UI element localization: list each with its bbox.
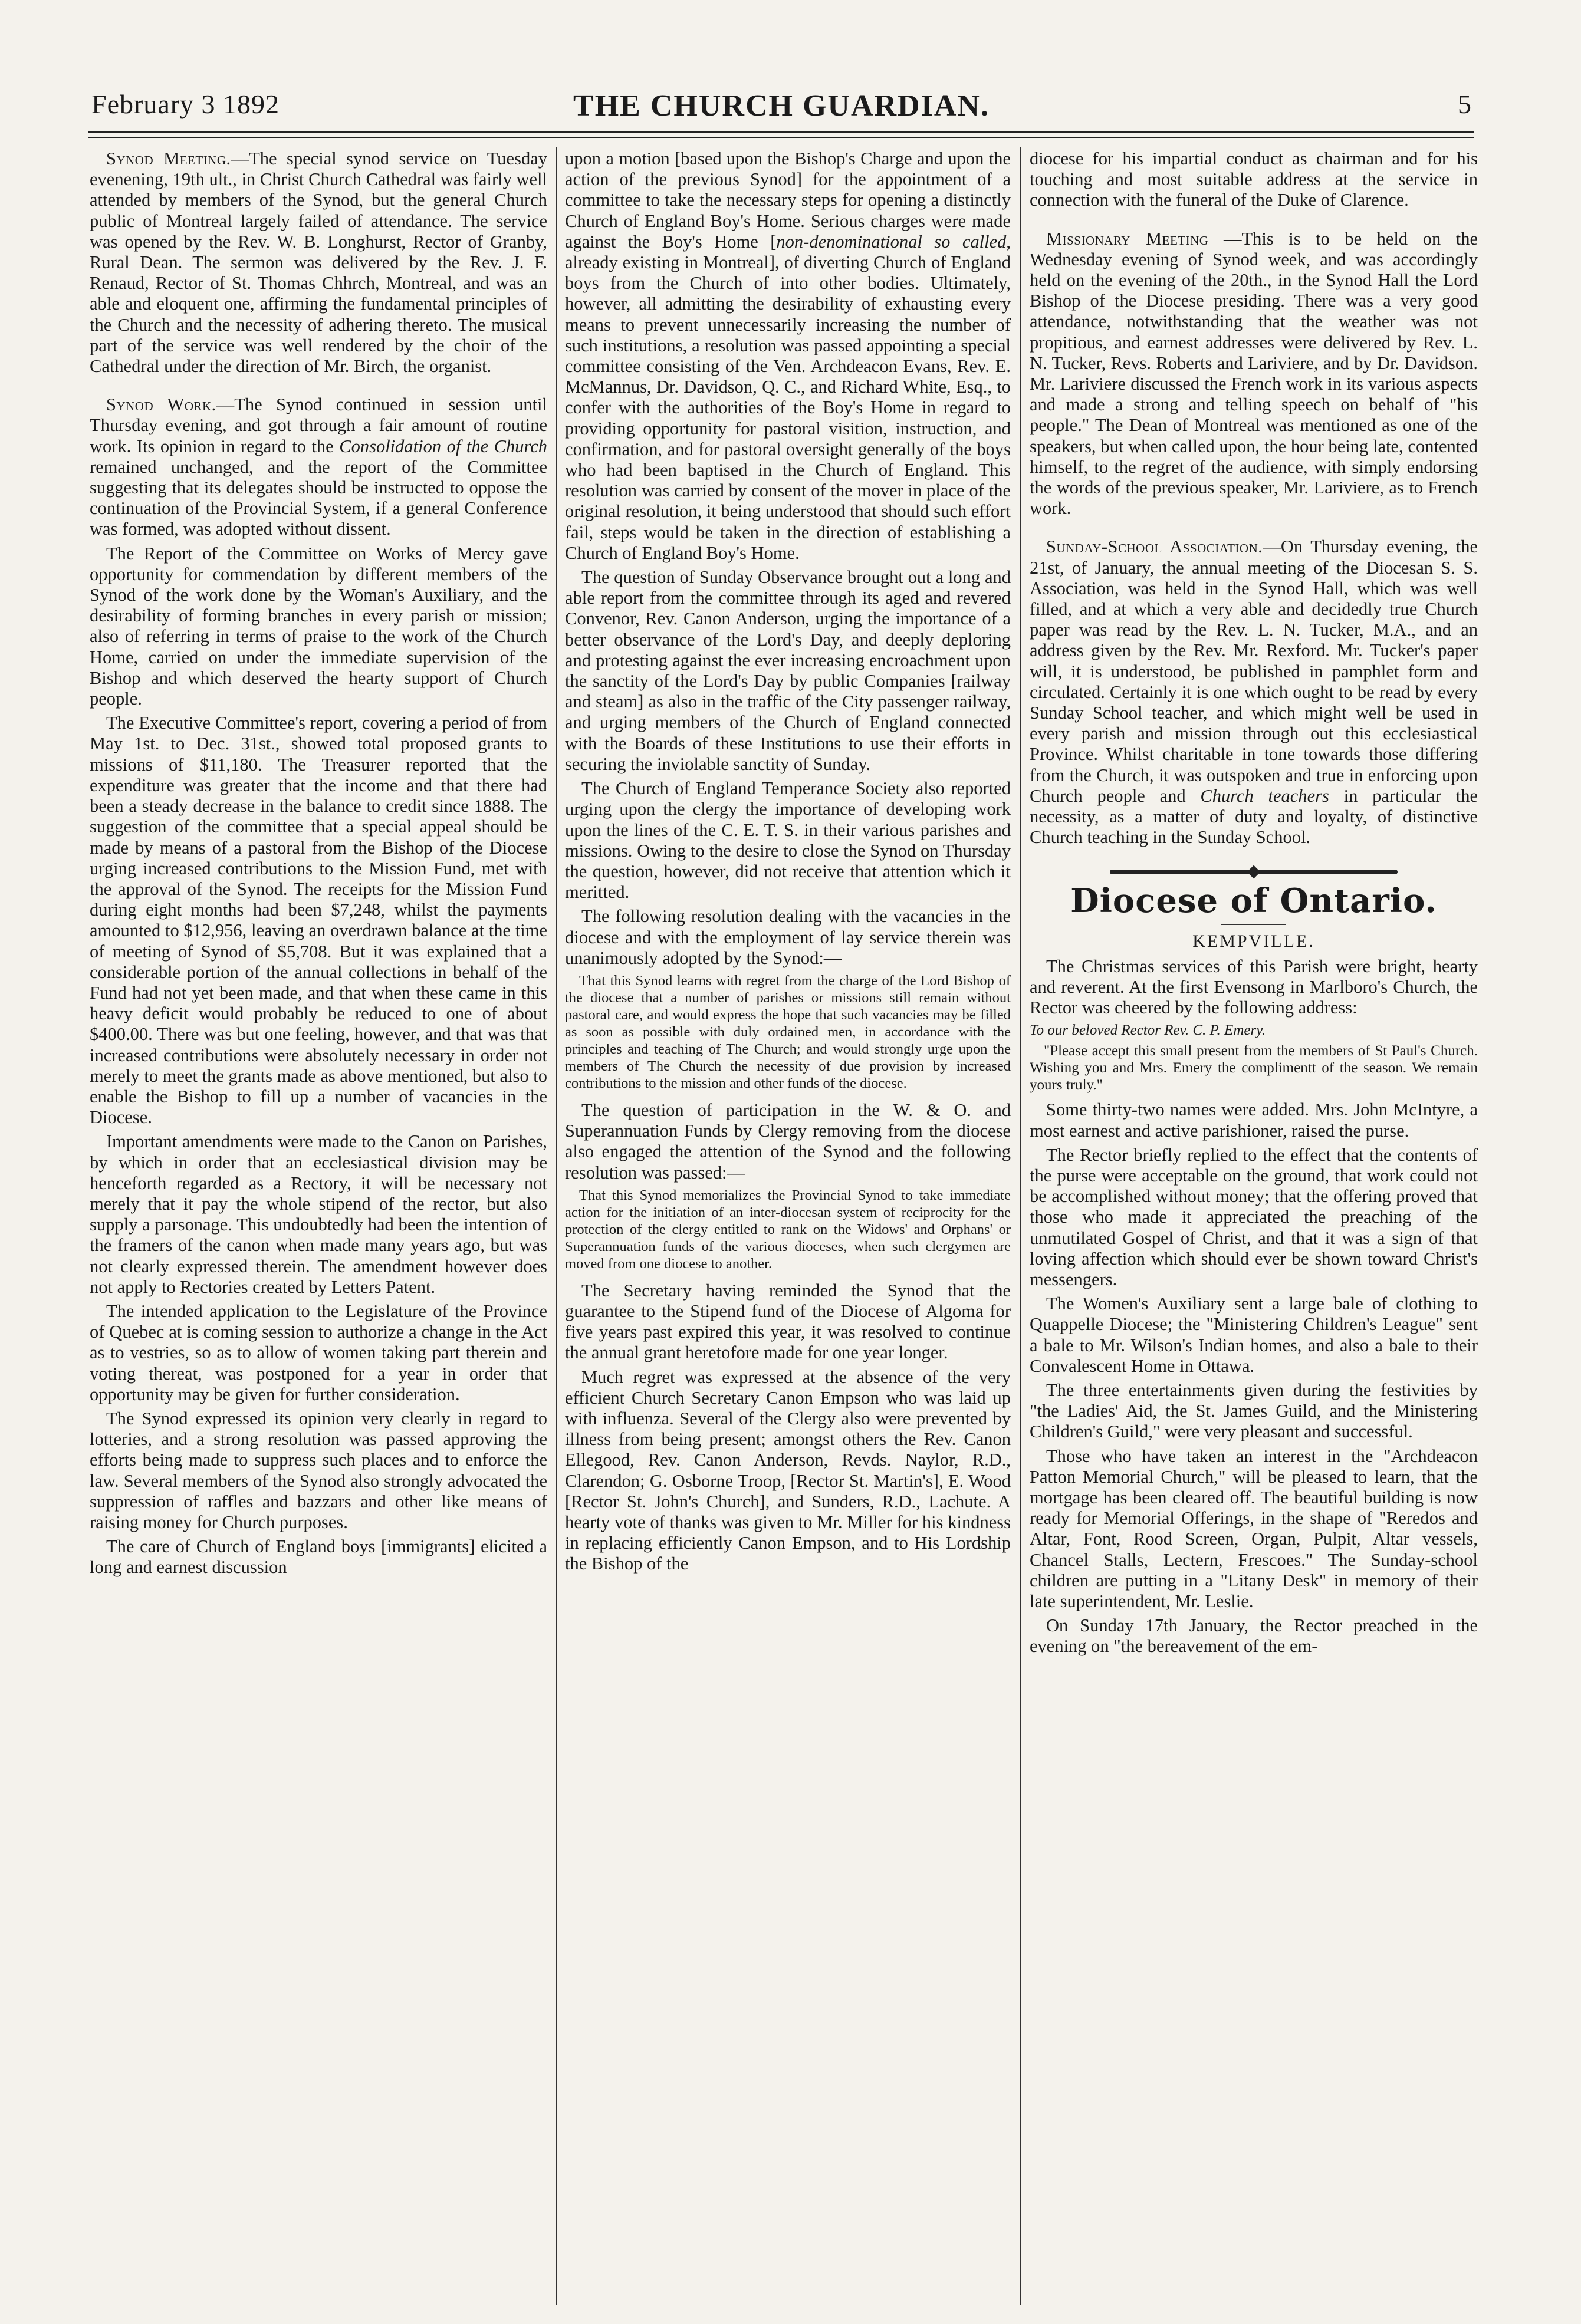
paragraph: The question of participation in the W. & O. and Superannuation Funds by Clergy removing from the diocese also engaged the attention of the Synod and the following resolution was passed:—	[565, 1100, 1011, 1183]
section-lead: Synod Meeting.	[106, 149, 231, 169]
paragraph: The Executive Committee's report, covering a period of from May 1st. to Dec. 31st., showed total proposed grants to missions of $11,180. The Treasurer reported that the expenditure was greater that the income and that there had been a steady decrease in the balance to credit since 1888. The suggestion of the committee that a special appeal should be made by means of a pastoral from the Bishop of the Diocese urging increased contributions to the Mission Fund, met with the approval of the Synod. The receipts for the Mission Fund during eight months had been $7,248, whilst the payments amounted to $12,956, leaving an overdrawn balance at the time of meeting of Synod of $5,708. But it was explained that a considerable portion of the annual collections in behalf of the Fund had not yet been made, and that when these came in this heavy deficit would probably be reduced to one of about $400.00. There was but one feeling, however, and that was that increased contributions were absolutely necessary in order not merely to meet the grants made as above mentioned, but also to enable the Bishop to fill up a number of vacancies in the Diocese.	[90, 713, 547, 1128]
section-lead: Missionary Meeting	[1046, 228, 1209, 249]
section-ornament	[1030, 860, 1478, 873]
italic-text: non-denominational so called	[776, 231, 1007, 252]
paragraph: Much regret was expressed at the absence of the very efficient Church Secretary Canon Empson who was laid up with influenza. Several of the Clergy also were prevented by illness from being present; amongst others the Rev. Canon Ellegood, Rev. Canon Anderson, Revds. Naylor, R.D., Clarendon; G. Osborne Troop, [Rector St. Martin's], E. Wood [Rector St. John's Church], and Sunders, R.D., Lachute. A hearty vote of thanks was given to Mr. Miller for his kindness in replacing efficiently Canon Empson, and to His Lordship the Bishop of the	[565, 1367, 1011, 1574]
masthead-title: THE CHURCH GUARDIAN.	[573, 89, 990, 123]
place-heading: KEMPVILLE.	[1192, 931, 1315, 951]
issue-date: February 3 1892	[91, 89, 280, 119]
column-2	[565, 149, 1011, 2300]
paragraph: Those who have taken an interest in the "Archdeacon Patton Memorial Church," will be pleased to learn, that the mortgage has been cleared off. The beautiful building is now ready for Memorial Offerings, in the shape of "Reredos and Altar, Font, Rood Screen, Organ, Pulpit, Altar vessels, Chancel Stalls, Lectern, Frescoes." The Sunday-school children are putting in a "Litany Desk" in memory of their late superintendent, Mr. Leslie.	[1030, 1446, 1478, 1611]
paragraph	[565, 149, 1011, 564]
paragraph: The following resolution dealing with the vacancies in the diocese and with the employment of lay service therein was unanimously adopted by the Synod:—	[565, 906, 1011, 968]
header-rule-thick	[88, 131, 1474, 133]
paragraph: The question of Sunday Observance brought out a long and able report from the committee through its aged and revered Convenor, Rev. Canon Anderson, urging the importance of a better observance of the Lord's Day, and deeply deploring and protesting against the ever increasing encroachment upon the sanctity of the Lord's Day by public Companies [railway and steam] as also in the traffic of the City passenger railway, and urging members of the Church of England connected with the Boards of these Institutions to use their efforts in securing the inviolable sanctity of Sunday.	[565, 567, 1011, 774]
divider	[1221, 924, 1286, 925]
address-salutation: To our beloved Rector Rev. C. P. Emery.	[1030, 1022, 1266, 1039]
paragraph	[1030, 536, 1478, 848]
paragraph-text: —This is to be held on the Wednesday evening of Synod week, and was accordingly held on the evening of the 20th., in the Synod Hall the Lord Bishop of the Diocese presiding. There was a very good attendance, notwithstanding that the weather was not propitious, and earnest addresses were delivered by Rev. L. N. Tucker, Revs. Roberts and Lariviere, and by Dr. Davidson. Mr. Lariviere discussed the French work in its various aspects and made a strong and telling speech on behalf of "his people." The Dean of Montreal was mentioned as one of the speakers, but when called upon, the hour being late, contented himself, to the regret of the audience, with simply endorsing the words of the previous speaker, Mr. Lariviere, as to French work.	[1030, 228, 1478, 519]
paragraph: Important amendments were made to the Canon on Parishes, by which in order that an ecclesiastical division may be henceforth regarded as a Rectory, it will be necessary not merely that it pay the whole stipend of the rector, but also supply a parsonage. This undoubtedly had been the intention of the framers of the canon when made many years ago, but was not clearly expressed therein. The amendment however does not apply to Rectories created by Letters Patent.	[90, 1131, 547, 1297]
header-rule-thin	[88, 137, 1474, 138]
paragraph: On Sunday 17th January, the Rector preached in the evening on "the bereavement of the em-	[1030, 1615, 1478, 1657]
column-divider	[1020, 147, 1021, 2305]
paragraph: The Rector briefly replied to the effect that the contents of the purse were acceptable on the ground, that work could not be accomplished without money; that the offering proved that those who made it appreciated the preaching of the unmutilated Gospel of Christ, and that it was a sign of that loving affection which should ever be shown toward Christ's messengers.	[1030, 1144, 1478, 1289]
paragraph: The three entertainments given during the festivities by "the Ladies' Aid, the St. James Guild, and the Ministering Children's Guild," were very pleasant and successful.	[1030, 1380, 1478, 1442]
paragraph: Some thirty-two names were added. Mrs. John McIntyre, a most earnest and active parishioner, raised the purse.	[1030, 1100, 1478, 1141]
column-1	[90, 149, 547, 2300]
resolution-text: That this Synod learns with regret from the charge of the Lord Bishop of the diocese that a number of parishes or missions still remain without pastoral care, and would express the hope that such vacancies may be filled as soon as possible with duly ordained men, in accordance with the principles and teaching of The Church; and would strongly urge upon the members of The Church the necessity of due provision by increased contributions to the mission and other funds of the diocese.	[565, 972, 1011, 1091]
paragraph: The Report of the Committee on Works of Mercy gave opportunity for commendation by different members of the Synod of the work done by the Woman's Auxiliary, and the desirability of forming branches in every parish or mission; also of referring in terms of praise to the work of the Church Home, carried on under the immediate supervision of the Bishop and which deserved the hearty support of Church people.	[90, 543, 547, 709]
paragraph-text: —The Synod continued in session until Thursday evening, and got through a fair amount of routine work. Its opinion in regard to the	[90, 394, 547, 456]
paragraph: The Secretary having reminded the Synod that the guarantee to the Stipend fund of the Diocese of Algoma for five years past expired this year, it was resolved to continue the annual grant heretofore made for one year longer.	[565, 1280, 1011, 1363]
page-header	[88, 88, 1474, 130]
paragraph: The Christmas services of this Parish were bright, hearty and reverent. At the first Evensong in Marlboro's Church, the Rector was cheered by the following address:	[1030, 956, 1478, 1018]
paragraph: The Synod expressed its opinion very clearly in regard to lotteries, and a strong resolution was passed approving the efforts being made to suppress such places and to enforce the law. Several members of the Synod also strongly advocated the suppression of raffles and bazzars and other like means of raising money for Church purposes.	[90, 1408, 547, 1532]
paragraph-text: upon a motion [based upon the Bishop's Charge and upon the action of the previous Synod] for the appointment of a committee to take the necessary steps for opening a distinctly Church of England Boy's Home. Serious charges were made against the Boy's Home [	[565, 149, 1011, 252]
paragraph-text: —The special synod service on Tuesday evenening, 19th ult., in Christ Church Cathedral was fairly well attended by members of the Synod, but the general Church public of Montreal largely failed of attendance. The service was opened by the Rev. W. B. Longhurst, Rector of Granby, Rural Dean. The sermon was delivered by the Rev. J. F. Renaud, Rector of St. Thomas Chhrch, Montreal, and was an able and eloquent one, affirming the fundamental principles of the Church and the necessity of adhering thereto. The musical part of the service was well rendered by the choir of the Cathedral under the direction of Mr. Birch, the organist.	[90, 149, 547, 377]
column-divider	[556, 147, 557, 2305]
column-3	[1030, 149, 1478, 2300]
section-lead: Sunday-School Association.	[1046, 536, 1263, 557]
paragraph: The care of Church of England boys [immigrants] elicited a long and earnest discussion	[90, 1536, 547, 1578]
paragraph	[1030, 229, 1478, 519]
paragraph: diocese for his impartial conduct as chairman and for his touching and most suitable address at the service in connection with the funeral of the Duke of Clarence.	[1030, 149, 1478, 210]
paragraph-text: remained unchanged, and the report of the Committee suggesting that its delegates should be instructed to oppose the continuation of the Provincial System, if a general Conference was formed, was adopted without dissent.	[90, 456, 547, 539]
resolution-text: That this Synod memorializes the Provincial Synod to take immediate action for the initiation of an inter-diocesan system of reciprocity for the protection of the clergy entitled to rank on the Widows' and Orphans' or Superannuation funds of the various dioceses, when such clergymen are moved from one diocese to another.	[565, 1187, 1011, 1272]
section-lead: Synod Work.	[106, 394, 216, 415]
italic-text: Consolidation of the Church	[339, 436, 547, 456]
paragraph-text: —On Thursday evening, the 21st, of January, the annual meeting of the Diocesan S. S. Association, was held in the Synod Hall, which was well filled, and at which a very able and decidedly true Church paper was read by the Rev. L. N. Tucker, M.A., and an address given by the Rev. Mr. Rexford. Mr. Tucker's paper will, it is understood, be published in pamphlet form and circulated. Certainly it is one which ought to be read by every Sunday School teacher, and which might well be used in every parish and mission through out this ecclesiastical Province. Whilst charitable in tone towards those differing from the Church, it was outspoken and true in enforcing upon Church people and	[1030, 536, 1478, 806]
section-heading: Diocese of Ontario.	[1070, 881, 1437, 920]
paragraph	[90, 394, 547, 539]
paragraph-text: , already existing in Montreal], of diverting Church of England boys from the Church of into other bodies. Ultimately, however, all admitting the desirability of exhausting every means to prevent unnecessarily increasing the number of such institutions, a resolution was passed appointing a special committee consisting of the Ven. Archdeacon Evans, Rev. E. McMannus, Dr. Davidson, Q. C., and Richard White, Esq., to confer with the authorities of the Boy's Home in regard to providing opportunity for pastoral visition, instruction, and confirmation, and for pastoral oversight generally of the boys who had been baptised in the Church of England. This resolution was carried by consent of the mover in place of the original resolution, it being understood that should such effort fail, steps would be taken in the direction of establishing a Church of England Boy's Home.	[565, 231, 1011, 563]
paragraph: The Women's Auxiliary sent a large bale of clothing to Quappelle Diocese; the "Ministering Children's League" sent a bale to Mr. Wilson's Indian homes, and also a bale to their Convalescent Home in Ottawa.	[1030, 1293, 1478, 1376]
paragraph	[90, 149, 547, 377]
page-number: 5	[1458, 89, 1471, 119]
paragraph: The intended application to the Legislature of the Province of Quebec at is coming session to authorize a change in the Act as to vestries, so as to allow of women taking part therein and voting thereat, was postponed for a year in order that opportunity may be given for further consideration.	[90, 1301, 547, 1404]
paragraph-text: in particular the necessity, as a matter of duty and loyalty, of distinctive Church teaching in the Sunday School.	[1030, 785, 1478, 848]
italic-text: Church teachers	[1200, 785, 1329, 806]
quoted-address: "Please accept this small present from the members of St Paul's Church. Wishing you and Mrs. Emery the complimentt of the season. We remain yours truly."	[1030, 1043, 1478, 1094]
paragraph: The Church of England Temperance Society also reported urging upon the clergy the importance of developing work upon the lines of the C. E. T. S. in their various parishes and missions. Owing to the desire to close the Synod on Thursday the question, however, did not receive that attention which it meritted.	[565, 778, 1011, 903]
